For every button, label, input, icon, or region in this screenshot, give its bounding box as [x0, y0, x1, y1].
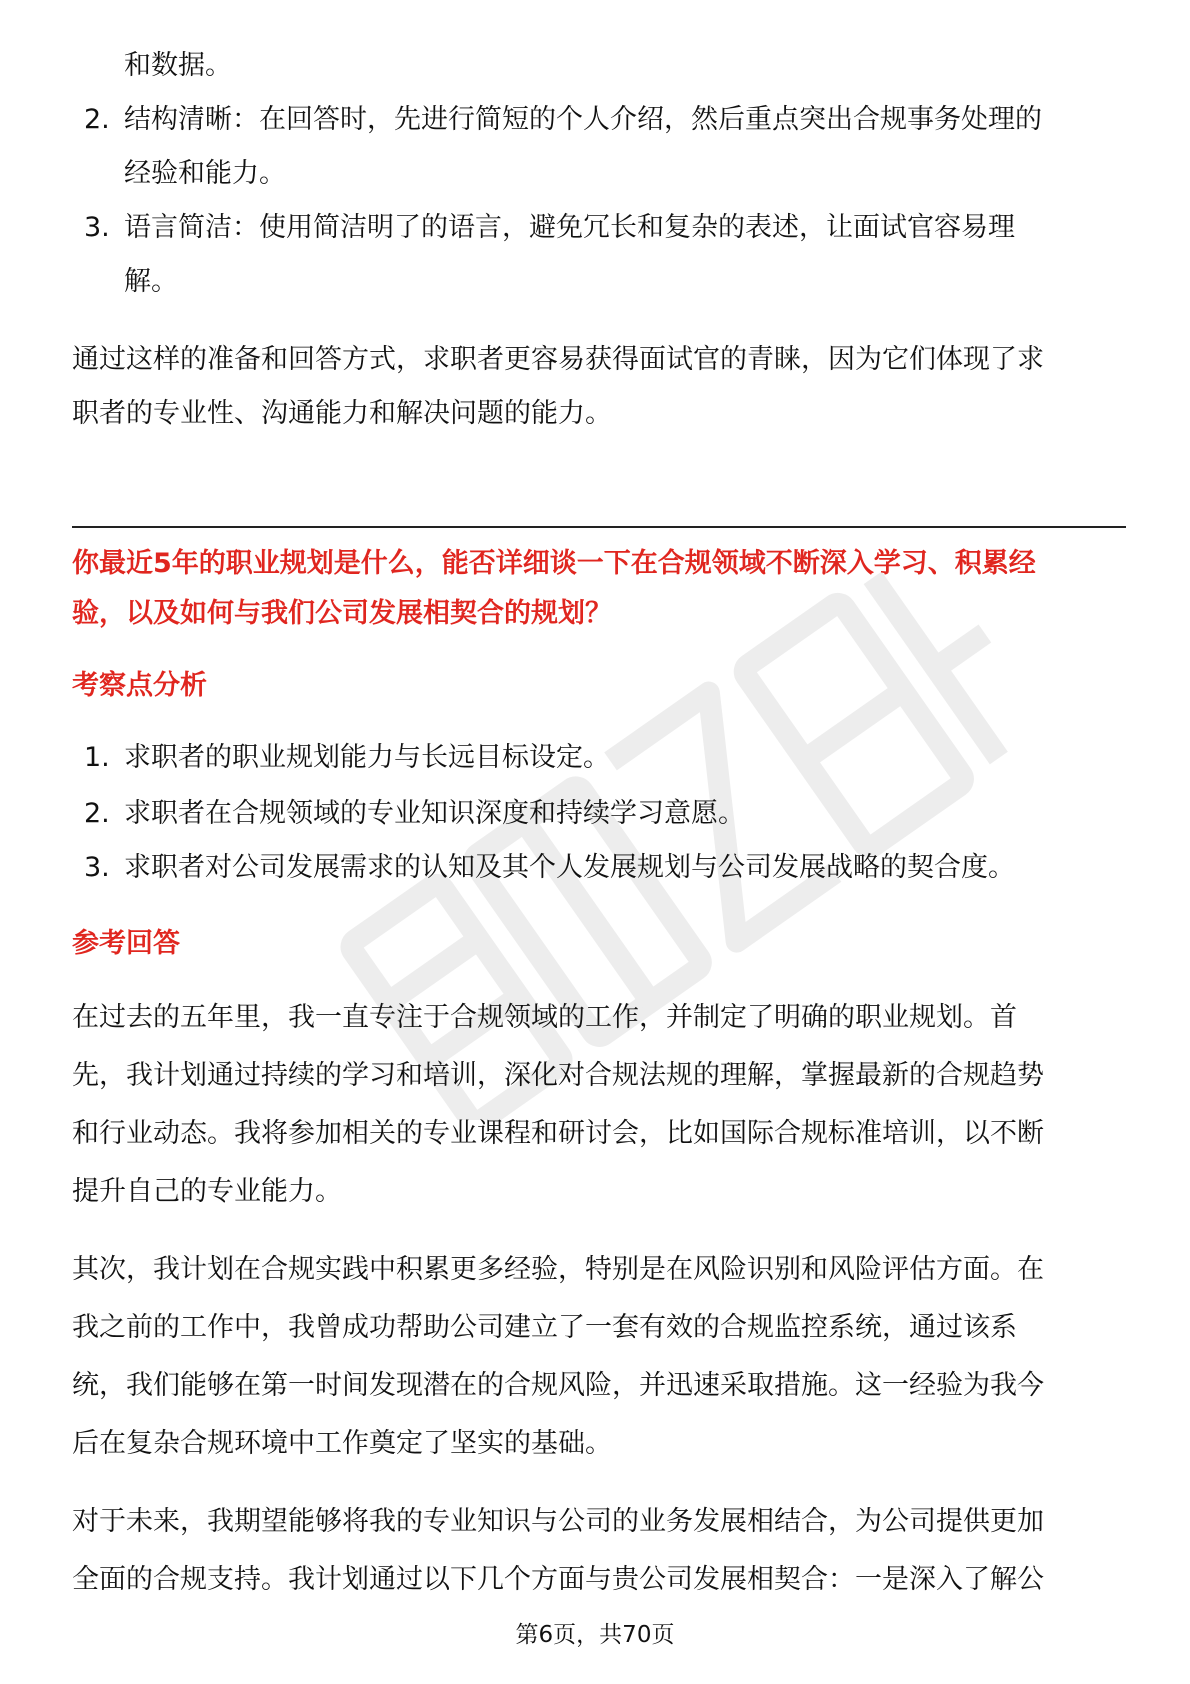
list-number-3: 3. — [84, 212, 110, 243]
analysis-number-3: 3. — [84, 852, 110, 883]
list-item-2-line2: 经验和能力。 — [124, 158, 286, 189]
answer-p1-line1: 在过去的五年里，我一直专注于合规领域的工作，并制定了明确的职业规划。首 — [72, 1002, 1017, 1033]
answer-p1-line2: 先，我计划通过持续的学习和培训，深化对合规法规的理解，掌握最新的合规趋势 — [72, 1060, 1044, 1091]
analysis-item-3: 求职者对公司发展需求的认知及其个人发展规划与公司发展战略的契合度。 — [124, 852, 1015, 883]
list-item-2-line1: 结构清晰：在回答时，先进行简短的个人介绍，然后重点突出合规事务处理的 — [124, 104, 1042, 135]
answer-p2-line4: 后在复杂合规环境中工作奠定了坚实的基础。 — [72, 1428, 612, 1459]
question-line2: 验，以及如何与我们公司发展相契合的规划？ — [72, 598, 612, 629]
analysis-item-1: 求职者的职业规划能力与长远目标设定。 — [124, 742, 610, 773]
summary-line1: 通过这样的准备和回答方式，求职者更容易获得面试官的青睐，因为它们体现了求 — [72, 344, 1044, 375]
answer-p1-line4: 提升自己的专业能力。 — [72, 1176, 342, 1207]
analysis-number-2: 2. — [84, 798, 110, 829]
watermark-graphic — [290, 560, 1090, 1120]
answer-p2-line3: 统，我们能够在第一时间发现潜在的合规风险，并迅速采取措施。这一经验为我今 — [72, 1370, 1044, 1401]
section-divider — [72, 526, 1126, 528]
answer-p2-line1: 其次，我计划在合规实践中积累更多经验，特别是在风险识别和风险评估方面。在 — [72, 1254, 1044, 1285]
answer-heading: 参考回答 — [72, 928, 180, 959]
list-item-1-continuation: 和数据。 — [124, 50, 232, 81]
list-number-2: 2. — [84, 104, 110, 135]
analysis-heading: 考察点分析 — [72, 670, 207, 701]
answer-p3-line2: 全面的合规支持。我计划通过以下几个方面与贵公司发展相契合：一是深入了解公 — [72, 1564, 1044, 1595]
question-line1: 你最近5年的职业规划是什么，能否详细谈一下在合规领域不断深入学习、积累经 — [72, 548, 1036, 579]
answer-p1-line3: 和行业动态。我将参加相关的专业课程和研讨会，比如国际合规标准培训，以不断 — [72, 1118, 1044, 1149]
page-number-footer: 第6页，共70页 — [515, 1622, 675, 1648]
summary-line2: 职者的专业性、沟通能力和解决问题的能力。 — [72, 398, 612, 429]
analysis-number-1: 1. — [84, 742, 110, 773]
list-item-3-line2: 解。 — [124, 266, 178, 297]
answer-p3-line1: 对于未来，我期望能够将我的专业知识与公司的业务发展相结合，为公司提供更加 — [72, 1506, 1044, 1537]
answer-p2-line2: 我之前的工作中，我曾成功帮助公司建立了一套有效的合规监控系统，通过该系 — [72, 1312, 1017, 1343]
analysis-item-2: 求职者在合规领域的专业知识深度和持续学习意愿。 — [124, 798, 745, 829]
list-item-3-line1: 语言简洁：使用简洁明了的语言，避免冗长和复杂的表述，让面试官容易理 — [124, 212, 1015, 243]
